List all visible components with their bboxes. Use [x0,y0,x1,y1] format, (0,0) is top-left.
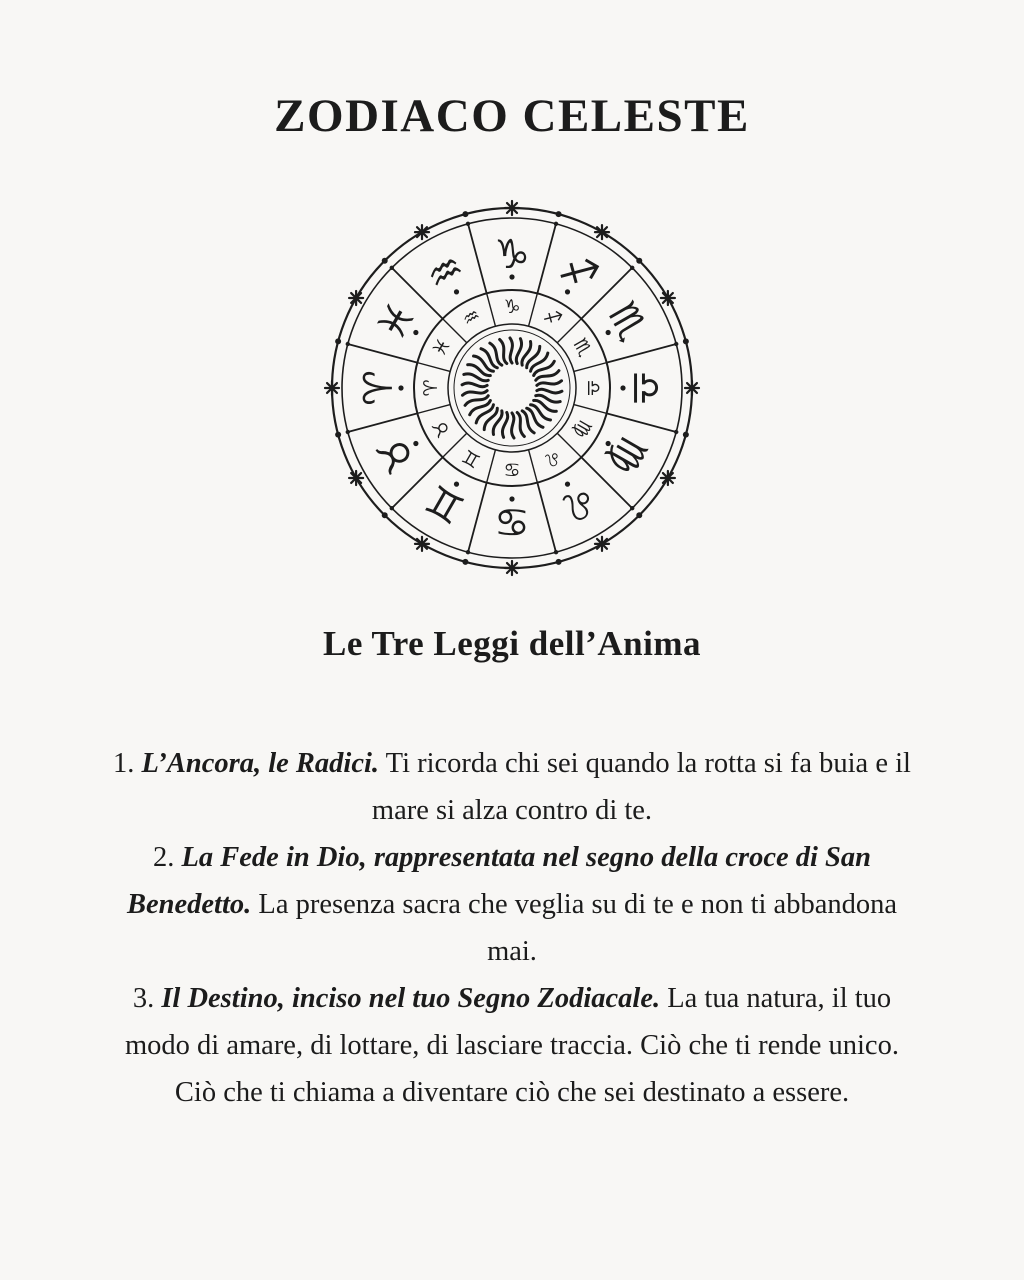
zodiac-sign-libra-figure: ♎ [622,370,668,407]
zodiac-glyph-virgo-icon: ♍ [568,416,596,442]
law-item-2 [102,834,922,975]
zodiac-sign-cancer-figure: ♋ [494,498,530,545]
law-item-1 [102,740,922,834]
zodiac-glyph-aquarius-icon: ♒ [458,304,485,333]
zodiac-glyph-scorpio-icon: ♏ [568,335,596,361]
zodiac-sign-sagittarius-figure: ♐ [551,244,606,303]
law-text: Ti ricorda chi sei quando la rotta si fa buia e il mare si alza contro di te. [371,748,911,827]
law-number: 3. [132,983,155,1015]
zodiac-glyph-cancer-icon: ♋ [503,458,521,481]
law-item-3 [102,975,922,1116]
law-number: 1. [113,748,135,780]
zodiac-sign-gemini-figure: ♊ [418,474,473,533]
law-text: La tua natura, il tuo modo di amare, di lottare, di lasciare traccia. Ciò che ti rende unico. Ciò che ti chiama a diventare ciò che sei destinato a essere. [125,983,899,1109]
zodiac-sign-virgo-figure: ♍ [598,427,657,482]
zodiac-glyph-capricorn-icon: ♑ [503,296,521,319]
sun-ray-icon [462,391,487,396]
section-subtitle: Le Tre Leggi dell’Anima [322,624,701,664]
zodiac-glyph-aries-icon: ♈ [420,379,442,397]
sun-ray-icon [537,381,562,386]
sun-ray-icon [517,412,525,437]
zodiac-glyph-gemini-icon: ♊ [458,444,485,473]
zodiac-sign-aquarius-figure: ♒ [418,244,473,303]
sun-ray-icon [512,413,514,438]
sun-ray-icon [462,383,487,388]
law-lead: La Fede in Dio, rappresentata nel segno della croce di San Benedetto. [127,842,872,921]
zodiac-sign-scorpio-figure: ♏ [598,294,657,349]
zodiac-glyph-pisces-icon: ♓ [428,335,456,361]
laws-list [102,740,922,1116]
law-lead: L’Ancora, le Radici. [141,748,380,780]
zodiac-sign-leo-figure: ♌ [551,474,606,533]
zodiac-sign-pisces-figure: ♓ [367,294,426,349]
zodiac-wheel-svg [322,198,702,578]
zodiac-glyph-sagittarius-icon: ♐ [539,304,566,333]
zodiac-glyph-libra-icon: ♎ [582,379,604,397]
zodiac-sign-taurus-figure: ♉ [367,427,426,482]
zodiac-sign-capricorn-figure: ♑ [494,232,530,279]
zodiac-glyph-taurus-icon: ♉ [428,416,456,442]
law-text: La presenza sacra che veglia su di te e non ti abbandona mai. [258,889,897,968]
sun-ray-icon [500,339,508,364]
zodiac-wheel-illustration [322,198,702,578]
zodiac-sign-aries-figure: ♈ [356,370,402,407]
page-title: ZODIACO CELESTE [274,90,750,142]
law-lead: Il Destino, inciso nel tuo Segno Zodiacale. [161,983,661,1015]
sun-ray-icon [510,338,512,363]
sun-ray-icon [537,389,562,394]
zodiac-glyph-leo-icon: ♌ [539,444,566,473]
law-number: 2. [152,842,175,874]
